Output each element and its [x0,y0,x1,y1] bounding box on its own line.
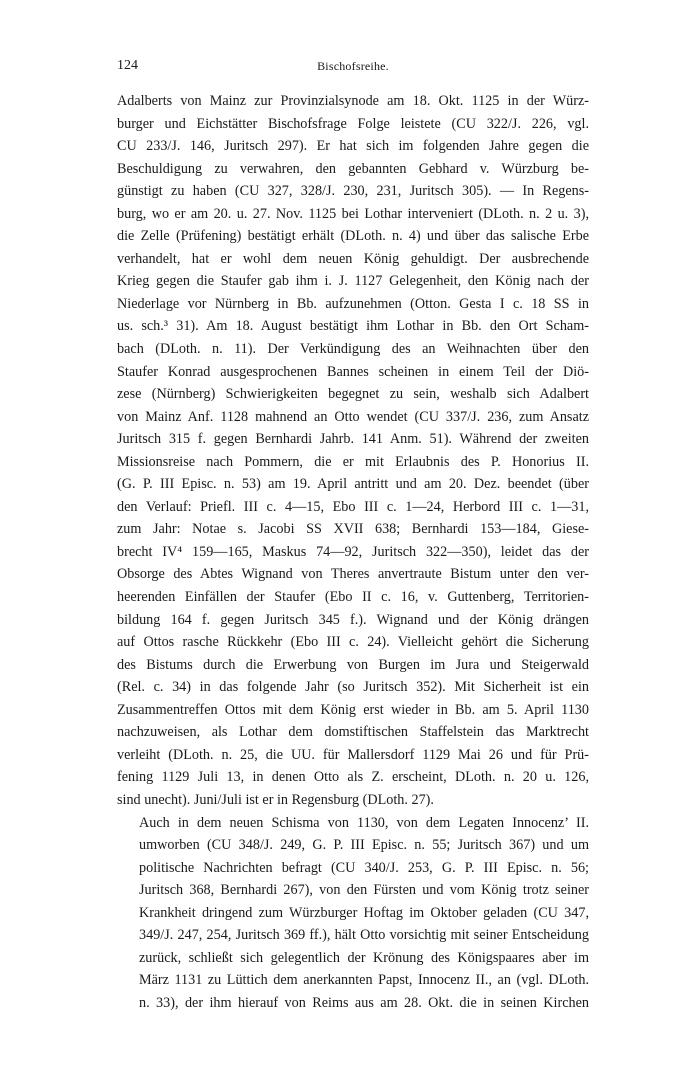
text-line: 349/J. 247, 254, Juritsch 369 ff.), hält Otto vorsichtig mit seiner Entscheidung [139,927,589,944]
text-line: fening 1129 Juli 13, in denen Otto als Z. erscheint, DLoth. n. 20 u. 126, [117,769,589,786]
text-line: verhandelt, hat er wohl dem neuen König gehuldigt. Der ausbrechende [117,250,589,267]
text-line: politische Nachrichten befragt (CU 340/J. 253, G. P. III Episc. n. 56; [139,859,589,876]
text-line: bildung 164 f. gegen Juritsch 345 f.). Wignand und der König drängen [117,611,589,628]
text-line: zurück, schließt sich gelegentlich der Krönung des Königspaares aber im [139,949,589,966]
text-line: n. 33), der ihm hierauf von Reims aus am 28. Okt. die in seinen Kirchen [139,994,589,1011]
text-line: die Zelle (Prüfening) bestätigt erhält (DLoth. n. 4) und über das salische Erbe [117,228,589,245]
text-line: burger und Eichstätter Bischofsfrage Folge leistete (CU 322/J. 226, vgl. [117,115,589,132]
text-line: des Bistums durch die Erwerbung von Burgen im Jura und Steigerwald [117,656,589,673]
text-line: verleiht (DLoth. n. 25, die UU. für Mallersdorf 1129 Mai 26 und für Prü- [117,746,589,763]
text-line: Staufer Konrad ausgesprochenen Bannes scheinen in einem Teil der Diö- [117,363,589,380]
text-line: den Verlauf: Priefl. III c. 4—15, Ebo III c. 1—24, Herbord III c. 1—31, [117,498,589,515]
text-line: Niederlage vor Nürnberg in Bb. aufzunehmen (Otton. Gesta I c. 18 SS in [117,295,589,312]
text-line: bach (DLoth. n. 11). Der Verkündigung des an Weihnachten über den [117,341,589,358]
text-line: günstigt zu haben (CU 327, 328/J. 230, 231, Juritsch 305). — In Regens- [117,183,589,200]
paragraph [117,812,589,1015]
text-line: zese (Nürnberg) Schwierigkeiten begegnet zu sein, weshalb sich Adalbert [117,386,589,403]
text-line: Obsorge des Abtes Wignand von Theres anvertraute Bistum unter den ver- [117,566,589,583]
text-line: heerenden Einfällen der Staufer (Ebo II c. 16, v. Guttenberg, Territorien- [117,589,589,606]
text-line: Zusammentreffen Ottos mit dem König erst wieder in Bb. am 5. April 1130 [117,701,589,718]
page-number: 124 [117,58,138,73]
text-line: Missionsreise nach Pommern, die er mit Erlaubnis des P. Honorius II. [117,453,589,470]
text-line: (Rel. c. 34) in das folgende Jahr (so Juritsch 352). Mit Sicherheit ist ein [117,679,589,696]
paragraph [117,90,589,812]
text-line: zum Jahr: Notae s. Jacobi SS XVII 638; Bernhardi 153—184, Giese- [117,521,589,538]
text-line: burg, wo er am 20. u. 27. Nov. 1125 bei Lothar interveniert (DLoth. n. 2 u. 3), [117,205,589,222]
text-line: auf Ottos rasche Rückkehr (Ebo III c. 24). Vielleicht gehört die Sicherung [117,634,589,651]
text-line: März 1131 zu Lüttich dem anerkannten Papst, Innocenz II., an (vgl. DLoth. [139,972,589,989]
text-line: nachzuweisen, als Lothar dem domstiftischen Staffelstein das Marktrecht [117,724,589,741]
book-page [117,58,589,1014]
text-line: brecht IV⁴ 159—165, Maskus 74—92, Juritsch 322—350), leidet das der [117,543,589,560]
text-line: Krieg gegen die Staufer gab ihm i. J. 1127 Gelegenheit, den König nach der [117,273,589,290]
text-line: Juritsch 368, Bernhardi 267), von den Fürsten und vom König trotz seiner [139,882,589,899]
text-line: Krankheit dringend zum Würzburger Hoftag im Oktober geladen (CU 347, [139,904,589,921]
body-text [117,90,589,1014]
text-line: Juritsch 315 f. gegen Bernhardi Jahrb. 141 Anm. 51). Während der zweiten [117,431,589,448]
text-line: (G. P. III Episc. n. 53) am 19. April antritt und am 20. Dez. beendet (über [117,476,589,493]
running-title: Bischofsreihe. [317,59,389,73]
text-line: Beschuldigung zu verwahren, den gebannten Gebhard v. Würzburg be- [117,160,589,177]
page-header [117,58,589,84]
text-line: Auch in dem neuen Schisma von 1130, von dem Legaten Innocenz’ II. [139,814,589,831]
text-line: CU 233/J. 146, Juritsch 297). Er hat sich im folgenden Jahre gegen die [117,138,589,155]
text-line: umworben (CU 348/J. 249, G. P. III Episc. n. 55; Juritsch 367) und um [139,837,589,854]
text-line: Adalberts von Mainz zur Provinzialsynode am 18. Okt. 1125 in der Würz- [117,93,589,109]
text-line: sind unecht). Juni/Juli ist er in Regensburg (DLoth. 27). [117,791,434,808]
text-line: us. sch.³ 31). Am 18. August bestätigt ihm Lothar in Bb. den Ort Scham- [117,318,589,335]
text-line: von Mainz Anf. 1128 mahnend an Otto wendet (CU 337/J. 236, zum Ansatz [117,408,589,425]
